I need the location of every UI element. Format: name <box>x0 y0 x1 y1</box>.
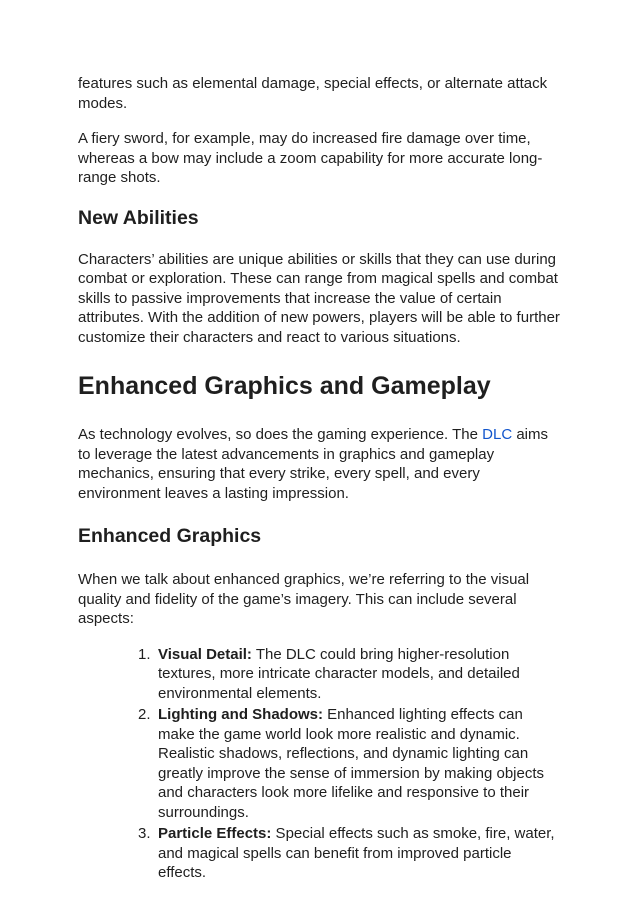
list-item-title: Lighting and Shadows: <box>158 706 323 723</box>
paragraph-abilities: Characters’ abilities are unique abilities or skills that they can use during combat or exploration. These can range from magical spells and combat skills to passive improvements that increase the value of certain attributes. With the addition of new powers, players will be able to further customize their characters and react to various situations. <box>78 250 560 346</box>
paragraph-graphics-intro: When we talk about enhanced graphics, we’re referring to the visual quality and fidelity of the game’s imagery. This can include several aspects: <box>78 571 530 627</box>
paragraph-technology-start: As technology evolves, so does the gaming experience. The <box>78 426 483 443</box>
list-item-text: The DLC could bring higher-resolution textures, more intricate character models, and detailed environmental elements. <box>158 645 520 702</box>
list-item <box>78 705 562 822</box>
list-item-title: Particle Effects: <box>158 825 272 842</box>
list-item-text: Enhanced lighting effects can make the game world look more realistic and dynamic. Realistic shadows, reflections, and dynamic lighting can greatly improve the sense of immersion by making objects and characters look more lifelike and responsive to their surroundings. <box>158 706 545 821</box>
document-page <box>78 74 562 885</box>
heading-enhanced-graphics-gameplay: Enhanced Graphics and Gameplay <box>78 372 491 400</box>
list-item-text: Special effects such as smoke, fire, water, and magical spells can benefit from improved particle effects. <box>158 825 555 881</box>
list-item-title: Visual Detail: <box>158 645 252 663</box>
list-number: 2. <box>138 706 151 723</box>
list-number: 3. <box>138 825 151 842</box>
list-number: 1. <box>138 645 151 663</box>
heading-new-abilities: New Abilities <box>78 206 199 229</box>
dlc-link[interactable]: DLC <box>482 426 513 443</box>
heading-enhanced-graphics: Enhanced Graphics <box>78 525 262 547</box>
paragraph-features: features such as elemental damage, special effects, or alternate attack modes. <box>78 75 548 112</box>
paragraph-fiery-sword: A fiery sword, for example, may do increased fire damage over time, whereas a bow may include a zoom capability for more accurate long-range shots. <box>78 130 543 186</box>
paragraph-technology <box>78 425 562 503</box>
aspects-list <box>78 645 562 883</box>
list-item <box>78 824 562 883</box>
paragraph-technology-end: aims to leverage the latest advancements in graphics and gameplay mechanics, ensuring that every strike, every spell, and every environment leaves a lasting impression. <box>78 426 548 502</box>
list-item <box>78 645 562 704</box>
